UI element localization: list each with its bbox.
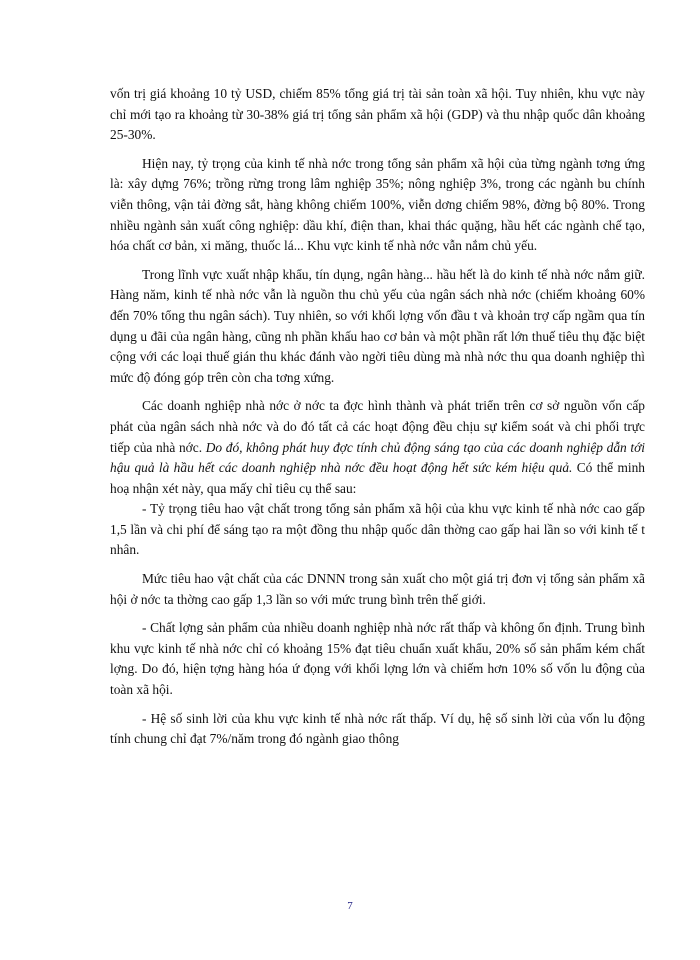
page-number: 7 [347, 900, 353, 912]
paragraph-bullet-consumption: - Tỷ trọng tiêu hao vật chất trong tổng sản phẩm xã hội của khu vực kinh tế nhà nớc cao gấp 1,5 lần và chi phí để sáng tạo ra một đồng thu nhập quốc dân thờng cao gấp hai lần so với kinh tế t nhân. [110, 501, 645, 558]
soe-formation-text: Các doanh nghiệp nhà nớc ở nớc ta đợc hình thành và phát triển trên cơ sở nguồn vốn cấp phát của ngân sách nhà nớc và do đó tất cả các hoạt động đều chịu sự kiểm soát và chi phối trực tiếp của nhà nớc. [110, 398, 645, 455]
soe-formation-conclusion: Có thể minh hoạ nhận xét này, qua mấy chỉ tiêu cụ thể sau: [110, 460, 645, 496]
paragraph-sector-shares: Hiện nay, tỷ trọng của kinh tế nhà nớc trong tổng sản phẩm xã hội của từng ngành tơng ứng là: xây dựng 76%; trồng rừng trong lâm nghiệp 35%; nông nghiệp 3%, trong các ngành bu chính viễn thông, vận tải đờng sắt, hàng không chiếm 100%, viễn dơng chiếm 98%, đờng bộ 80%. Trong nhiều ngành sản xuất công nghiệp: dầu khí, điện than, khai thác quặng, hầu hết các ngành chế tạo, hóa chất cơ bản, xi măng, thuốc lá... Khu vực kinh tế nhà nớc vẫn nắm chủ yếu. [110, 155, 645, 254]
paragraph-bullet-profitability: - Hệ số sinh lời của khu vực kinh tế nhà nớc rất thấp. Ví dụ, hệ số sinh lời của vốn lu động tính chung chỉ đạt 7%/năm trong đó ngành giao thông [110, 710, 645, 747]
paragraph-soe-formation [110, 396, 645, 499]
paragraph-trade-credit: Trong lĩnh vực xuất nhập khẩu, tín dụng, ngân hàng... hầu hết là do kinh tế nhà nớc nắm giữ. Hàng năm, kinh tế nhà nớc vẫn là nguồn thu chủ yếu của ngân sách nhà nớc (chiếm khoảng 60% đến 70% tổng thu ngân sách). Tuy nhiên, so với khối lợng vốn đầu t và khoản trợ cấp ngầm qua tín dụng u đãi của ngân hàng, cũng nh phần khấu hao cơ bản và một phần rất lớn thuế tiêu thụ đặc biệt cộng với các loại thuế gián thu khác đánh vào ngời tiêu dùng mà nhà nớc thu qua doanh nghiệp thì mức độ đóng góp trên còn cha tơng xứng. [110, 266, 645, 385]
document-body [110, 84, 645, 758]
paragraph-bullet-quality: - Chất lợng sản phẩm của nhiều doanh nghiệp nhà nớc rất thấp và không ổn định. Trung bình khu vực kinh tế nhà nớc chỉ có khoảng 15% đạt tiêu chuẩn xuất khẩu, 20% số sản phẩm kém chất lợng. Do đó, hiện tợng hàng hóa ứ đọng với khối lợng lớn và chiếm hơn 10% số vốn lu động của toàn xã hội. [110, 620, 645, 698]
paragraph-material-consumption: Mức tiêu hao vật chất của các DNNN trong sản xuất cho một giá trị đơn vị tổng sản phẩm xã hội ở nớc ta thờng cao gấp 1,3 lần so với mức trung bình trên thế giới. [110, 571, 645, 607]
paragraph-assets: vốn trị giá khoảng 10 tỷ USD, chiếm 85% tổng giá trị tài sản toàn xã hội. Tuy nhiên, khu vực này chỉ mới tạo ra khoảng từ 30-38% giá trị tổng sản phẩm xã hội (GDP) và thu nhập quốc dân khoảng 25-30%. [110, 86, 645, 143]
soe-formation-italic: Do đó, không phát huy đợc tính chủ động sáng tạo của các doanh nghiệp dẫn tới hậu quả là hầu hết các doanh nghiệp nhà nớc đều hoạt động hết sức kém hiệu quả. [110, 439, 645, 476]
